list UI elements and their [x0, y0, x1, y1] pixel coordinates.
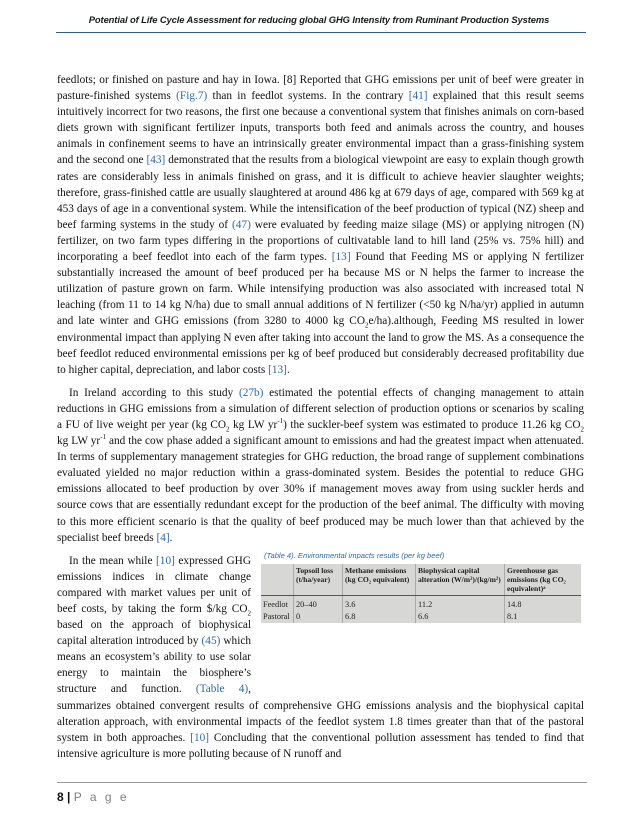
citation-link[interactable]: [13] [268, 363, 287, 376]
table-row [261, 595, 581, 611]
footer-separator: | [67, 790, 71, 804]
citation-link[interactable]: [13] [331, 251, 351, 264]
header-divider [56, 32, 586, 33]
page-footer [57, 790, 129, 804]
citation-link[interactable]: [10] [156, 554, 175, 567]
table-header-cell: Topsoil loss (t/ha/year) [294, 564, 343, 596]
table-cell: 11.2 [416, 595, 505, 611]
table-cell: 3.6 [343, 595, 416, 611]
table-header-row [261, 564, 581, 596]
paragraph-1: feedlots; or finished on pasture and hay in Iowa. [8] Reported that GHG emissions per unit of beef were greater in pasture-finished systems (Fig.7) than in feedlot systems. In the contrary [41] explained that this result seems intuitively incorrect for two reasons, the first one because a conventional system that finishes animals on corn-based diets grown with significant fertilizer inputs, transports both feed and animals across the country, and houses animals in confinement seems to have an intrinsically greater environmental impact than a grass-finishing system and the second one [43] demonstrated that the results from a biological viewpoint are easy to explain though growth rates are considerably less in animals finished on grass, and it is difficult to achieve heavier slaughter weights; therefore, grass-finished cattle are usually slaughtered at around 486 kg at 679 days of age, compared with 569 kg at 453 days of age in a conventional system. While the intensification of the beef production of typical (NZ) sheep and beef farming systems in the study of (47) were evaluated by feeding maize silage (MS) or applying nitrogen (N) fertilizer, on two farm types differing in the proportions of cultivatable land to hill land (25% vs. 75% hill) and incorporating a beef feedlot into each of the farm types. [13] Found that Feeding MS or applying N fertilizer substantially increased the amount of beef produced per ha because MS or N helps the farmer to increase the utilization of pasture grown on farm. While intensifying production was also associated with increased total N leaching (from 11 to 14 kg N/ha) due to small annual additions of N fertilizer (<50 kg N/ha/yr) applied in autumn and late winter and GHG emissions (from 3280 to 4000 kg $CO_2e/ha).although$, Feeding MS resulted in lower environmental impact than applying N even after taking into account the land to grow the MS. As a consequence the beef feedlot reduced environmental emissions per kg of beef produced but considerably decreased profitability due to higher capital, depreciation, and labor costs [13]. [57, 74, 585, 376]
table-cell: Pastoral [261, 611, 294, 623]
table-4-figure [261, 550, 584, 685]
page-number: 8 [57, 790, 64, 804]
table-reference[interactable]: (Table 4) [195, 683, 249, 696]
citation-link[interactable]: (27b) [238, 386, 264, 399]
table-cell: 8.1 [507, 611, 518, 621]
citation-link[interactable]: [41] [408, 90, 428, 103]
citation-link[interactable]: (45) [201, 635, 221, 648]
table-header-cell: Methane emissions (kg CO₂ equivalent) [343, 564, 416, 596]
table-header-cell [261, 564, 294, 596]
environmental-impacts-table [261, 564, 581, 623]
article-body [57, 72, 584, 769]
footer-divider [57, 782, 587, 783]
table-header-cell: Greenhouse gas emissions (kg CO₂ equivalent)ᵃ [505, 564, 582, 596]
table-cell: 6.8 [343, 611, 416, 623]
paragraph-2: In Ireland according to this study (27b) estimated the potential effects of changing management to attain reductions in GHG emissions from a simulation of different selection of production options or scenarios by scaling a FU of live weight per year (kg $CO_2$ kg LW $yr^{-1}$) the suckler-beef system was estimated to produce 11.26 kg $CO_2$ kg LW $yr^{-1}$ and the cow phase added a significant amount to emissions and had the greatest impact when attenuated. In terms of supplementary management strategies for GHG reduction, the broad range of supplement combinations evaluated yielded no major reduction within a grass-dominated system. Besides the potential to reduce GHG emissions allocated to beef production by over 30% if management moves away from using suckler herds and source cows that are essentially redundant except for the production of the beef animal. The difficulty with moving to this more efficient scenario is that the quality of beef produced may be much lower than that achieved by the specialist beef breeds [4]. [57, 386, 584, 544]
table-row [261, 611, 581, 623]
citation-link[interactable]: [43] [146, 154, 166, 167]
citation-link[interactable]: [10] [190, 731, 210, 744]
figure-reference[interactable]: (Fig.7) [176, 90, 208, 103]
table-cell: 14.8 [507, 599, 522, 609]
running-header: Potential of Life Cycle Assessment for reducing global GHG Intensity from Ruminant Production Systems [88, 14, 550, 25]
table-cell: 6.6 [416, 611, 505, 623]
page-label: P a g e [73, 790, 130, 804]
table-cell: Feedlot [261, 595, 294, 611]
table-cell: 20–40 [294, 595, 343, 611]
table-cell: 0 [294, 611, 343, 623]
paragraph-3: In the mean while [10] expressed GHG emissions indices in climate change compared with market values per unit of beef costs, by taking the form $/kg $CO_2$ based on the approach of biophysical capital alteration introduced by (45) which means an ecosystem’s ability to use solar energy to maintain the biosphere’s structure and function. (Table 4), summarizes obtained convergent results of comprehensive GHG emissions analysis and the biophysical capital alteration approach, with environmental impacts of the feedlot system 1.8 times greater than that of the pastoral system in both approaches. [10] Concluding that the conventional pollution assessment has tended to find that intensive agriculture is more polluting because of N runoff and [57, 554, 584, 760]
citation-link[interactable]: [4] [156, 531, 170, 544]
table-caption: (Table 4). Environmental impacts results (per kg beef) [264, 550, 445, 560]
citation-link[interactable]: (47) [232, 218, 251, 231]
table-header-cell: Biophysical capital alteration (W/m²)/(kg/m²) [416, 564, 505, 596]
